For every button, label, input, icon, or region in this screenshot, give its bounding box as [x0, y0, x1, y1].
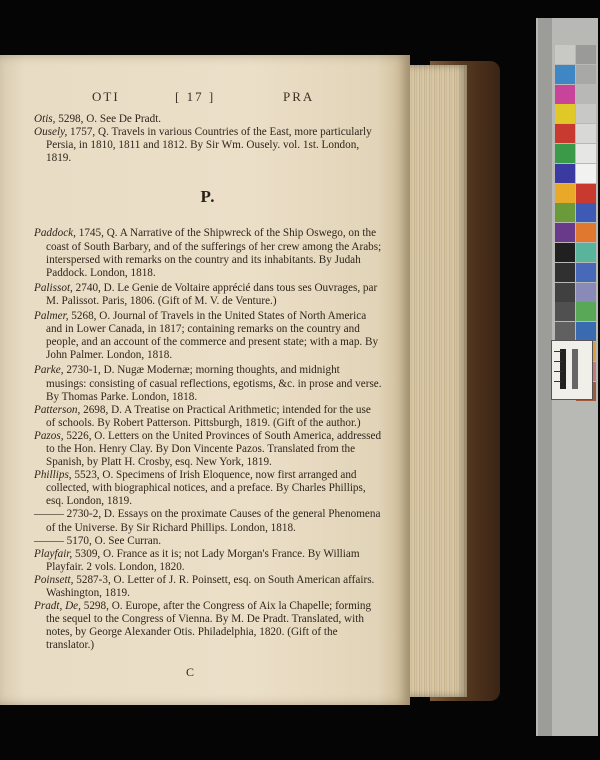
entry-text: 1757, Q. Travels in various Countries of the East, more particularly Persia, in 1810, 1811 and 1812. By Sir Wm. Ousely. vol. 1st. London, 1819.: [46, 126, 372, 165]
entry-heading: Patterson,: [34, 403, 81, 416]
entry-text: 2698, D. A Treatise on Practical Arithmetic; intended for the use of schools. By Robert Patterson. Pittsburgh, 1819. (Gift of the author.): [46, 403, 371, 429]
entry-text: 5309, O. France as it is; not Lady Morgan's France. By William Playfair. 2 vols. London, 1820.: [46, 547, 360, 573]
entry-text: 2730-1, D. Nugæ Modernæ; morning thoughts, and midnight musings: consisting of casual reflections, egotisms, &c. in prose and verse. By Thomas Parke. London, 1818.: [46, 364, 382, 403]
entry-text: 2740, D. Le Genie de Voltaire apprécié dans tous ses Ouvrages, par M. Palissot. Paris, 1806. (Gift of M. V. de Venture.): [46, 281, 378, 307]
color-patch: [576, 203, 596, 222]
entry-text: 1745, Q. A Narrative of the Shipwreck of the Ship Oswego, on the coast of South Barbary, and of the sufferings of her crew among the Arabs; interspersed with remarks on the country and its inhabitants. By Judah Paddock. London, 1818.: [46, 227, 382, 279]
entry-text: 5298, O. See De Pradt.: [58, 113, 162, 125]
catalogue-entry: [34, 574, 382, 600]
scale-ruler: [551, 340, 593, 400]
section-letter: P.: [200, 187, 216, 207]
color-patch: [576, 164, 596, 183]
catalogue-entry: [34, 600, 382, 652]
entry-text: 5268, O. Journal of Travels in the United States of North America and in Lower Canada, in 1817; containing remarks on the country and people, and an account of the commerce and present state; with a map. By John Palmer. London, 1818.: [46, 310, 379, 362]
entry-heading: Poinsett,: [34, 573, 74, 586]
entry-heading: Otis,: [34, 113, 56, 125]
book: [0, 55, 500, 705]
entry-text: 5170, O. See Curran.: [66, 534, 162, 547]
catalogue-entry: [34, 126, 382, 165]
color-patch: [555, 164, 575, 183]
color-patch: [576, 243, 596, 262]
ruler-bar: [560, 349, 566, 389]
color-patch: [576, 322, 596, 341]
entry-text: 5226, O. Letters on the United Provinces of South America, addressed to the Hon. Henry Clay. By Don Vincente Pazos. Translated from the Spanish, by Platt H. Crosby, esq. New York, 1819.: [46, 429, 382, 469]
color-patch: [576, 104, 596, 123]
ruler-tick: [554, 371, 562, 372]
color-patch: [576, 263, 596, 282]
catalogue-entries: [34, 105, 382, 652]
color-patch: [576, 45, 596, 64]
signature-mark: C: [186, 665, 195, 679]
ruler-tick: [554, 361, 562, 362]
entry-text: 5287-3, O. Letter of J. R. Poinsett, esq. on South American affairs. Washington, 1819.: [46, 573, 375, 599]
color-patch: [555, 45, 575, 64]
color-patch: [576, 184, 596, 203]
color-patch: [555, 124, 575, 143]
entry-heading: Palmer,: [34, 310, 69, 323]
entry-heading: ———: [34, 508, 64, 521]
catalogue-entry: [34, 310, 382, 362]
color-patch: [555, 104, 575, 123]
color-patch: [555, 243, 575, 262]
entry-text: 5298, O. Europe, after the Congress of Aix la Chapelle; forming the sequel to the Congress of Vienna. By M. De Pradt. Translated, with notes, by George Alexander Otis. Philadelphia, 1820. (Gift of the translator.): [46, 600, 372, 652]
strip-margin: [538, 18, 552, 736]
color-patch: [555, 223, 575, 242]
catalogue-entry: [34, 469, 382, 508]
color-patch: [555, 203, 575, 222]
running-head-right: PRA: [283, 89, 315, 104]
color-patch: [555, 144, 575, 163]
catalogue-entry: [34, 508, 382, 534]
ruler-tick: [554, 351, 562, 352]
color-patch: [555, 184, 575, 203]
page-block-edge: [405, 65, 467, 697]
catalogue-entry: [34, 430, 382, 469]
entry-heading: Ousely,: [34, 126, 68, 139]
catalogue-entry: [34, 404, 382, 430]
color-patch: [555, 322, 575, 341]
running-head-left: OTI: [92, 89, 120, 104]
color-patch: [576, 223, 596, 242]
color-patch: [555, 302, 575, 321]
color-patch: [555, 65, 575, 84]
color-patch: [576, 85, 596, 104]
color-patch: [576, 283, 596, 302]
entry-heading: Pazos,: [34, 429, 64, 442]
entry-heading: Pradt, De,: [34, 600, 81, 613]
catalogue-entry: [34, 282, 382, 308]
entry-heading: Playfair,: [34, 547, 73, 560]
color-patch: [576, 65, 596, 84]
color-patch: [576, 144, 596, 163]
catalogue-entry: [34, 364, 382, 403]
catalogue-entry: [34, 227, 382, 279]
entry-text: 2730-2, D. Essays on the proximate Causes of the general Phenomena of the Universe. By Sir Richard Phillips. London, 1818.: [46, 508, 381, 534]
color-patch: [555, 263, 575, 282]
entry-heading: ———: [34, 534, 64, 547]
color-patch: [576, 302, 596, 321]
entry-heading: Palissot,: [34, 281, 73, 294]
color-patch: [555, 85, 575, 104]
entry-text: 5523, O. Specimens of Irish Eloquence, now first arranged and collected, with biographical notices, and a preface. By Charles Phillips, esq. London, 1819.: [46, 469, 366, 508]
book-page: [0, 55, 410, 705]
entry-heading: Paddock,: [34, 227, 76, 240]
entry-heading: Phillips,: [34, 469, 72, 482]
entry-heading: Parke,: [34, 364, 64, 377]
catalogue-entry: [34, 535, 382, 548]
strip-patches-left: [555, 45, 575, 382]
color-patch: [576, 124, 596, 143]
page-number: [ 17 ]: [175, 89, 216, 104]
catalogue-entry: [34, 548, 382, 574]
color-patch: [555, 283, 575, 302]
catalogue-entry: [34, 113, 382, 126]
ruler-tick: [554, 381, 562, 382]
ruler-bar: [572, 349, 578, 389]
